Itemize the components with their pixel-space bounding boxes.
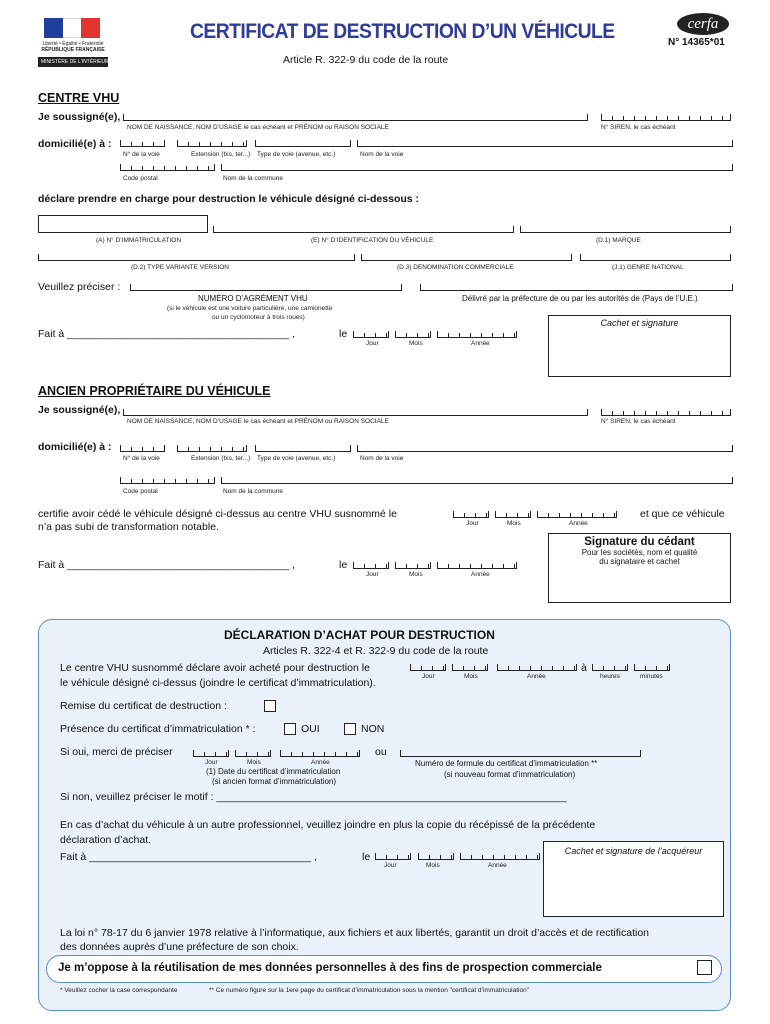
postal-hint: Code postal	[123, 175, 158, 182]
presence-label: Présence du certificat d’immatriculation * :	[60, 723, 256, 735]
ancien-voie-extension[interactable]	[177, 445, 247, 452]
declaration-date-mois[interactable]	[418, 853, 454, 860]
je-soussigne-label: Je soussigné(e),	[38, 111, 121, 123]
formule-label-1: Numéro de formule du certificat d’immatriculation **	[415, 759, 598, 768]
extension-hint: Extension (bis, ter...)	[191, 151, 251, 158]
centre-voie-extension[interactable]	[177, 140, 247, 147]
ancien-commune[interactable]	[221, 477, 733, 484]
signature-cedant-title: Signature du cédant	[584, 536, 695, 548]
minutes-hint: minutes	[640, 673, 663, 680]
cachet-label: Cachet et signature	[600, 318, 679, 328]
declaration-articles: Articles R. 322-4 et R. 322-9 du code de la route	[263, 645, 489, 657]
ancien-nom-voie-hint: Nom de la voie	[360, 455, 404, 462]
centre-name-field[interactable]	[123, 114, 588, 121]
declaration-annee-hint: Année	[488, 862, 507, 869]
oui-checkbox[interactable]	[284, 723, 296, 735]
footnote-1: * Veuillez cocher la case correspondante	[60, 987, 178, 994]
centre-postal-code[interactable]	[120, 164, 215, 171]
loi-line-2: des données auprès d’une préfecture de son choix.	[60, 941, 299, 953]
form-title: CERTIFICAT DE DESTRUCTION D’UN VÉHICULE	[190, 20, 615, 43]
fait-a-ancien: Fait à ______________________________________ ,	[38, 559, 295, 571]
genre-field[interactable]	[580, 254, 731, 261]
ancien-name-hint: NOM DE NAISSANCE, NOM D’USAGE le cas échéant et PRÉNOM ou RAISON SOCIALE	[127, 418, 389, 425]
type-label: (D.2) TYPE VARIANTE VERSION	[131, 264, 230, 271]
certif-annee-hint: Année	[311, 759, 330, 766]
veuillez-label: Veuillez préciser :	[38, 281, 121, 293]
agrement-note-2: ou un cyclomoteur à trois roues)	[212, 314, 305, 321]
certif-mois-hint: Mois	[247, 759, 261, 766]
cession-date-annee[interactable]	[537, 511, 617, 518]
marque-field[interactable]	[520, 226, 731, 233]
date-label-2: (si ancien format d’immatriculation)	[212, 777, 337, 786]
logo-motto: Liberté • Égalité • Fraternité	[42, 41, 104, 47]
ancien-extension-hint: Extension (bis, ter...)	[191, 455, 251, 462]
jour-hint: Jour	[366, 340, 379, 347]
immat-label: (A) N° D’IMMATRICULATION	[96, 237, 182, 244]
ident-label: (E) N° D’IDENTIFICATION DU VÉHICULE	[311, 237, 434, 244]
declaration-mois-hint: Mois	[426, 862, 440, 869]
ancien-jour-hint: Jour	[366, 571, 379, 578]
declaration-line-2: le véhicule désigné ci-dessus (joindre le certificat d’immatriculation).	[60, 677, 376, 689]
et-que-text: et que ce véhicule	[640, 508, 725, 520]
ancien-siren-hint: N° SIREN, le cas échéant	[601, 418, 676, 425]
remise-checkbox[interactable]	[264, 700, 276, 712]
centre-siren-hint: N° SIREN, le cas échéant	[601, 124, 676, 131]
ou-label: ou	[375, 746, 387, 758]
achat-jour-hint: Jour	[422, 673, 435, 680]
commune-hint: Nom de la commune	[223, 175, 283, 182]
si-oui-label: Si oui, merci de préciser	[60, 746, 173, 758]
centre-name-hint: NOM DE NAISSANCE, NOM D’USAGE le cas échéant et PRÉNOM ou RAISON SOCIALE	[127, 124, 389, 131]
centre-date-mois[interactable]	[395, 331, 431, 338]
cession-mois-hint: Mois	[507, 520, 521, 527]
ancien-voie-hint: N° de la voie	[123, 455, 160, 462]
ancien-je-soussigne: Je soussigné(e),	[38, 404, 121, 416]
certifie-line-1: certifie avoir cédé le véhicule désigné ci-dessus au centre VHU susnommé le	[38, 508, 397, 520]
republique-logo	[38, 18, 108, 78]
ancien-date-jour[interactable]	[353, 562, 389, 569]
le-label-ancien: le	[339, 559, 348, 571]
cerfa-number: N° 14365*01	[668, 37, 725, 48]
declaration-line-1: Le centre VHU susnommé déclare avoir acheté pour destruction le	[60, 662, 370, 674]
footnote-2: ** Ce numéro figure sur la 1ere page du certificat d’immatriculation sous la mention "certificat d’immatriculation"	[209, 987, 530, 994]
ministry-label: MINISTÈRE DE L'INTÉRIEUR	[38, 57, 108, 67]
ancien-date-mois[interactable]	[395, 562, 431, 569]
mois-hint: Mois	[409, 340, 423, 347]
type-voie-hint: Type de voie (avenue, etc.)	[257, 151, 336, 158]
ancien-domicilie: domicilié(e) à :	[38, 441, 112, 453]
centre-siren-field[interactable]	[601, 114, 731, 121]
voie-hint: N° de la voie	[123, 151, 160, 158]
certif-date-annee[interactable]	[280, 750, 360, 757]
declaration-jour-hint: Jour	[384, 862, 397, 869]
cerfa-logo	[677, 13, 729, 35]
agrement-label: NUMÉRO D’AGRÉMENT VHU	[198, 294, 308, 303]
ancien-siren-field[interactable]	[601, 409, 731, 416]
cachet-box[interactable]	[548, 315, 731, 377]
logo-republic: RÉPUBLIQUE FRANÇAISE	[41, 47, 105, 53]
remise-label: Remise du certificat de destruction :	[60, 700, 227, 712]
formule-label-2: (si nouveau format d’immatriculation)	[444, 770, 576, 779]
centre-voie-type[interactable]	[255, 140, 351, 147]
nom-voie-hint: Nom de la voie	[360, 151, 404, 158]
ancien-voie-name[interactable]	[357, 445, 733, 452]
type-variante-field[interactable]	[38, 254, 355, 261]
achat-date-mois[interactable]	[452, 664, 488, 671]
ancien-type-voie-hint: Type de voie (avenue, etc.)	[257, 455, 336, 462]
cachet-acquereur-label: Cachet et signature de l’acquéreur	[564, 846, 703, 856]
heures-hint: heures	[600, 673, 620, 680]
ancien-postal-code[interactable]	[120, 477, 215, 484]
signature-note-2: du signataire et cachet	[599, 557, 680, 566]
fait-a-declaration: Fait à ______________________________________ ,	[60, 851, 317, 863]
form-subtitle: Article R. 322-9 du code de la route	[283, 54, 449, 66]
ancien-date-annee[interactable]	[437, 562, 517, 569]
genre-label: (J.1) GENRE NATIONAL	[612, 264, 684, 271]
si-non-label: Si non, veuillez préciser le motif : ____________________________________________________________	[60, 791, 567, 803]
centre-vhu-title: CENTRE VHU	[38, 91, 120, 105]
non-label: NON	[361, 723, 385, 735]
cession-jour-hint: Jour	[466, 520, 479, 527]
achat-date-annee[interactable]	[497, 664, 577, 671]
denomination-field[interactable]	[361, 254, 572, 261]
signature-cedant-box[interactable]	[548, 533, 731, 603]
en-cas-line-1: En cas d’achat du véhicule à un autre professionnel, veuillez joindre en plus la copie du récépissé de la précédente	[60, 819, 596, 831]
formule-number-field[interactable]	[400, 750, 641, 757]
achat-heures[interactable]	[592, 664, 628, 671]
denom-label: (D.3) DENOMINATION COMMERCIALE	[397, 264, 514, 271]
ancien-postal-hint: Code postal	[123, 488, 158, 495]
ancien-name-field[interactable]	[123, 409, 588, 416]
ancien-voie-number[interactable]	[120, 445, 165, 452]
centre-date-annee[interactable]	[437, 331, 517, 338]
en-cas-line-2: déclaration d’achat.	[60, 834, 152, 846]
certif-date-jour[interactable]	[193, 750, 229, 757]
agrement-note-1: (si le véhicule est une voiture particulière, une camionette	[167, 305, 333, 312]
oppose-text: Je m’oppose à la réutilisation de mes données personnelles à des fins de prospection commerciale	[58, 962, 602, 974]
achat-minutes[interactable]	[634, 664, 670, 671]
ancien-annee-hint: Année	[471, 571, 490, 578]
loi-line-1: La loi n° 78-17 du 6 janvier 1978 relative à l’informatique, aux fichiers et aux libertés, garantit un droit d’accès et de rectification	[60, 927, 650, 939]
non-checkbox[interactable]	[344, 723, 356, 735]
declaration-date-jour[interactable]	[375, 853, 411, 860]
declaration-date-annee[interactable]	[460, 853, 540, 860]
identification-field[interactable]	[213, 226, 514, 233]
signature-note-1: Pour les sociétés, nom et qualité	[581, 548, 698, 557]
centre-date-jour[interactable]	[353, 331, 389, 338]
delivre-label: Délivré par la préfecture de ou par les autorités de (Pays de l’U.E.)	[462, 294, 698, 303]
date-label-1: (1) Date du certificat d’immatriculation	[206, 767, 341, 776]
le-label-centre: le	[339, 328, 348, 340]
fait-a-centre: Fait à ______________________________________ ,	[38, 328, 295, 340]
delivre-field[interactable]	[420, 284, 733, 291]
oui-label: OUI	[301, 723, 320, 735]
declaration-title: DÉCLARATION D’ACHAT POUR DESTRUCTION	[224, 628, 495, 642]
declare-text: déclare prendre en charge pour destruction le véhicule désigné ci-dessous :	[38, 193, 420, 205]
oppose-checkbox[interactable]	[697, 960, 712, 975]
ancien-commune-hint: Nom de la commune	[223, 488, 283, 495]
certif-jour-hint: Jour	[205, 759, 218, 766]
le-label-declaration: le	[362, 851, 371, 863]
centre-voie-name[interactable]	[357, 140, 733, 147]
cachet-acquereur-box[interactable]	[543, 841, 724, 917]
a-label: à	[581, 662, 587, 674]
achat-mois-hint: Mois	[464, 673, 478, 680]
achat-date-jour[interactable]	[410, 664, 446, 671]
achat-annee-hint: Année	[527, 673, 546, 680]
centre-commune[interactable]	[221, 164, 733, 171]
ancien-title: ANCIEN PROPRIÉTAIRE DU VÉHICULE	[38, 384, 271, 398]
centre-voie-number[interactable]	[120, 140, 165, 147]
agrement-field[interactable]	[130, 284, 402, 291]
cession-date-jour[interactable]	[453, 511, 489, 518]
cession-date-mois[interactable]	[495, 511, 531, 518]
marque-label: (D.1) MARQUE	[596, 237, 641, 244]
ancien-voie-type[interactable]	[255, 445, 351, 452]
certif-date-mois[interactable]	[235, 750, 271, 757]
annee-hint: Année	[471, 340, 490, 347]
cerfa-text: cerfa	[687, 16, 719, 32]
immatriculation-field[interactable]	[38, 215, 208, 233]
certifie-line-2: n’a pas subi de transformation notable.	[38, 521, 219, 533]
cession-annee-hint: Année	[569, 520, 588, 527]
ancien-mois-hint: Mois	[409, 571, 423, 578]
domicilie-label: domicilié(e) à :	[38, 138, 112, 150]
